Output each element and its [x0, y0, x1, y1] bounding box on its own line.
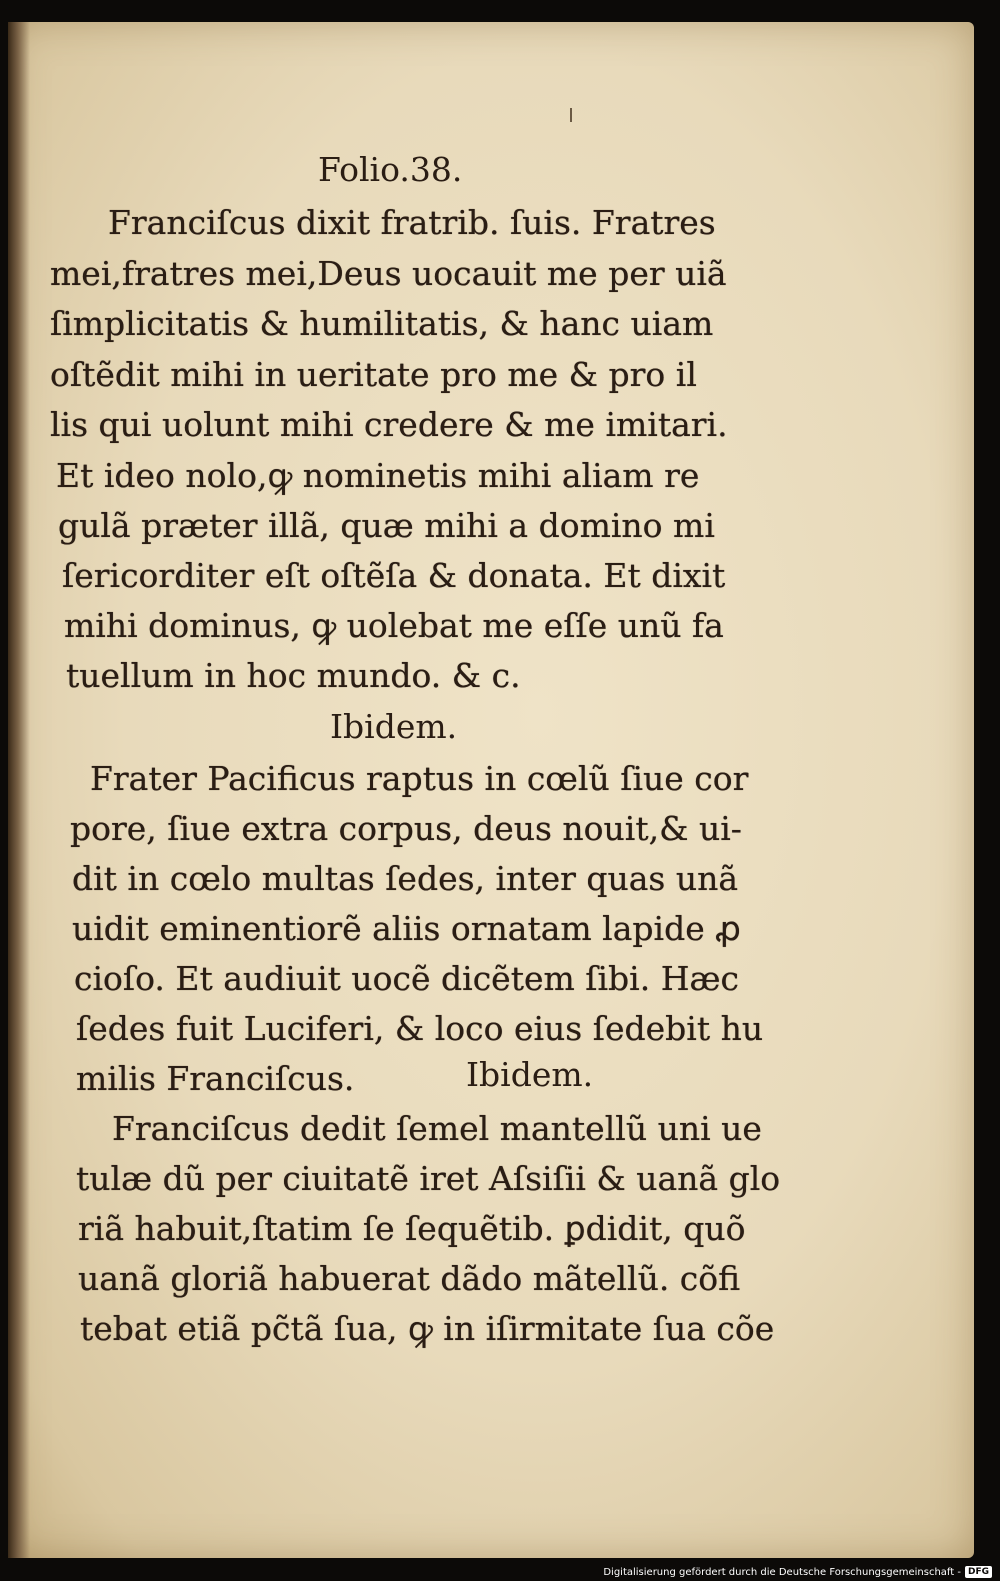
text-line: cioſo. Et audiuit uocẽ dicẽtem ſibi. Hæc — [74, 959, 739, 998]
text-line: tuellum in hoc mundo. & c. — [66, 656, 521, 695]
text-line: tebat etiã pc̃tã ſua, ꝙ in iſirmitate ſua cõe — [80, 1309, 775, 1348]
text-line: ſericorditer eſt oſtẽſa & donata. Et dixit — [62, 556, 726, 595]
page-binding-shadow — [8, 22, 30, 1558]
text-line: mihi dominus, ꝙ uolebat me eſſe unũ fa — [64, 606, 724, 645]
digitization-credit — [603, 1566, 992, 1578]
text-line: ſedes fuit Luciferi, & loco eius ſedebit hu — [76, 1009, 764, 1048]
text-line: Franciſcus dixit fratrib. ſuis. Fratres — [108, 203, 716, 242]
dfg-logo: DFG — [965, 1566, 992, 1578]
folio-number: Folio.38. — [318, 150, 463, 189]
text-line: riã habuit,ſtatim ſe ſequẽtib. ꝑdidit, quõ — [78, 1209, 746, 1248]
text-line: tulæ dũ per ciuitatẽ iret Aſsiſii & uanã glo — [76, 1159, 781, 1198]
text-line: mei,fratres mei,Deus uocauit me per uiã — [50, 254, 727, 293]
text-line: pore, ſiue extra corpus, deus nouit,& ui- — [70, 809, 742, 848]
text-line: uanã gloriã habuerat dãdo mãtellũ. cõfi — [78, 1259, 741, 1298]
text-line: Et ideo nolo,ꝙ nominetis mihi aliam re — [56, 456, 700, 495]
text-line: ſimplicitatis & humilitatis, & hanc uiam — [50, 304, 714, 343]
text-line: uidit eminentiorẽ aliis ornatam lapide ꝓ — [72, 909, 741, 948]
text-line: Franciſcus dedit ſemel mantellũ uni ue — [112, 1109, 762, 1148]
margin-mark — [570, 108, 572, 122]
text-line: gulã præter illã, quæ mihi a domino mi — [58, 506, 715, 545]
section-heading: Ibidem. — [330, 707, 458, 746]
text-line: milis Franciſcus. — [76, 1059, 355, 1098]
text-line: dit in cœlo multas ſedes, inter quas unã — [72, 859, 739, 898]
text-line: lis qui uolunt mihi credere & me imitari. — [50, 405, 728, 444]
credit-text: Digitalisierung gefördert durch die Deutsche Forschungsgemeinschaft - — [603, 1566, 961, 1578]
text-line: oſtẽdit mihi in ueritate pro me & pro il — [50, 355, 697, 394]
text-line: Frater Pacificus raptus in cœlũ ſiue cor — [90, 759, 749, 798]
section-heading: Ibidem. — [466, 1055, 594, 1094]
